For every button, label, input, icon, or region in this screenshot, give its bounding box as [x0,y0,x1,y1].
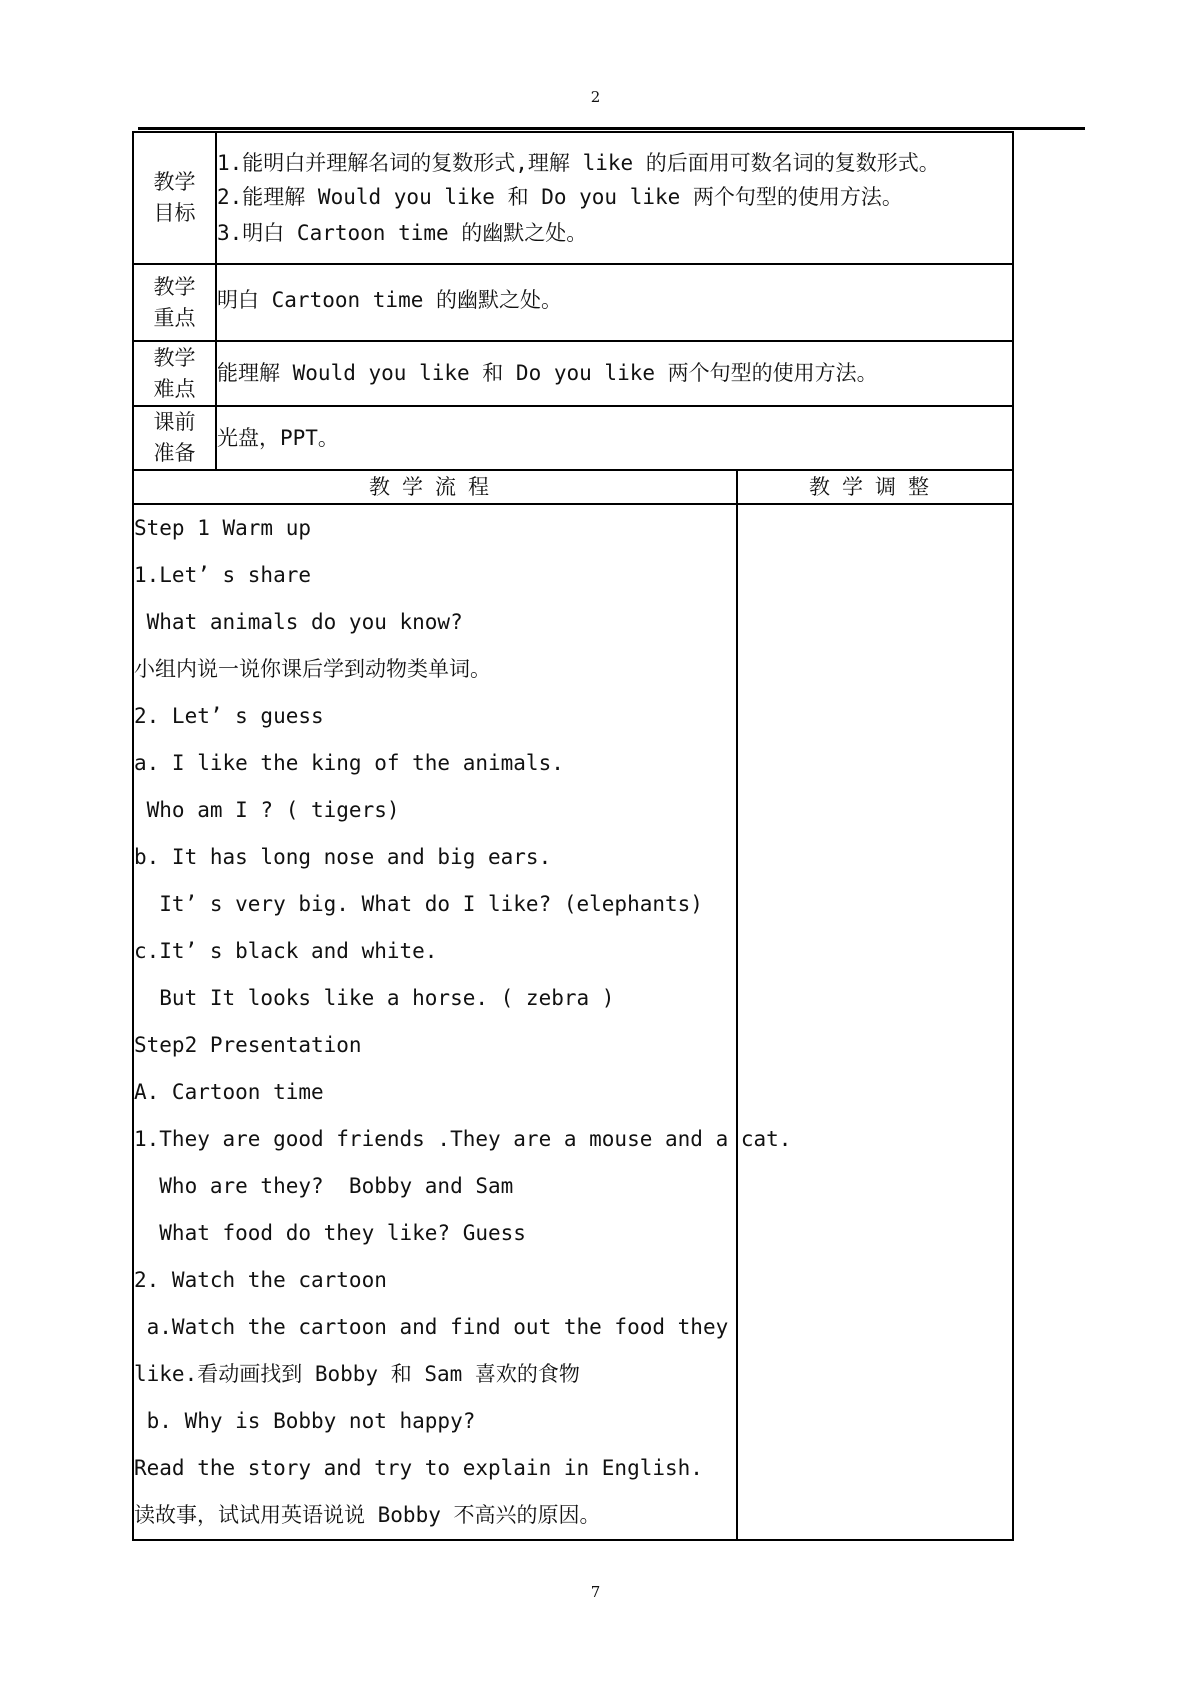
process-line: What food do they like? Guess [134,1221,526,1245]
process-line: 小组内说一说你课后学到动物类单词。 [134,657,491,681]
process-line: Step 1 Warm up [134,516,312,540]
preparation-content: 光盘，PPT。 [216,406,1013,470]
objectives-content [216,132,1013,264]
preparation-label: 课前 准备 [133,406,216,470]
process-content [133,504,792,1540]
key-points-label: 教学 重点 [133,264,216,341]
difficulties-content: 能理解 Would you like 和 Do you like 两个句型的使用方法。 [216,341,1013,406]
preparation-row [133,406,1013,470]
lesson-plan-table [132,131,1014,1541]
objectives-row [133,132,1013,264]
process-line: like.看动画找到 Bobby 和 Sam 喜欢的食物 [134,1362,580,1386]
process-line: Who are they? Bobby and Sam [134,1174,514,1198]
page-number-top: 2 [590,88,601,106]
adjustment-content [737,504,1013,1540]
process-line: 1.Let’ s share [134,563,312,587]
objective-line: 1.能明白并理解名词的复数形式,理解 like 的后面用可数名词的复数形式。 [217,150,940,175]
process-line: 1.They are good friends .They are a mouse and a cat. [134,1127,792,1151]
key-points-content: 明白 Cartoon time 的幽默之处。 [216,264,1013,341]
process-header-row [133,470,1013,504]
process-line: 2. Watch the cartoon [134,1268,387,1292]
process-line: a. I like the king of the animals. [134,751,564,775]
process-line: Who am I ? ( tigers) [134,798,400,822]
key-points-row [133,264,1013,341]
difficulties-label: 教学 难点 [133,341,216,406]
process-line: c.It’ s black and white. [134,939,438,963]
header-rule [138,127,1085,130]
page-number-bottom: 7 [590,1583,601,1601]
process-line: But It looks like a horse. ( zebra ) [134,986,615,1010]
process-line: 2. Let’ s guess [134,704,324,728]
objectives-label: 教学 目标 [133,132,216,264]
process-line: Read the story and try to explain in English. [134,1456,703,1480]
process-header: 教学流程 [133,470,737,504]
difficulties-row [133,341,1013,406]
process-line: b. It has long nose and big ears. [134,845,552,869]
process-line: 读故事，试试用英语说说 Bobby 不高兴的原因。 [134,1503,601,1527]
process-line: A. Cartoon time [134,1080,324,1104]
objective-line: 2.能理解 Would you like 和 Do you like 两个句型的使用方法。 [217,184,903,209]
process-line: It’ s very big. What do I like? (elephants) [134,892,703,916]
adjustment-header: 教学调整 [737,470,1013,504]
process-body-row [133,504,1013,1540]
process-line: What animals do you know? [134,610,463,634]
objective-line: 3.明白 Cartoon time 的幽默之处。 [217,220,588,245]
process-line: Step2 Presentation [134,1033,362,1057]
process-line: b. Why is Bobby not happy? [134,1409,476,1433]
process-line: a.Watch the cartoon and find out the food they [134,1315,729,1339]
